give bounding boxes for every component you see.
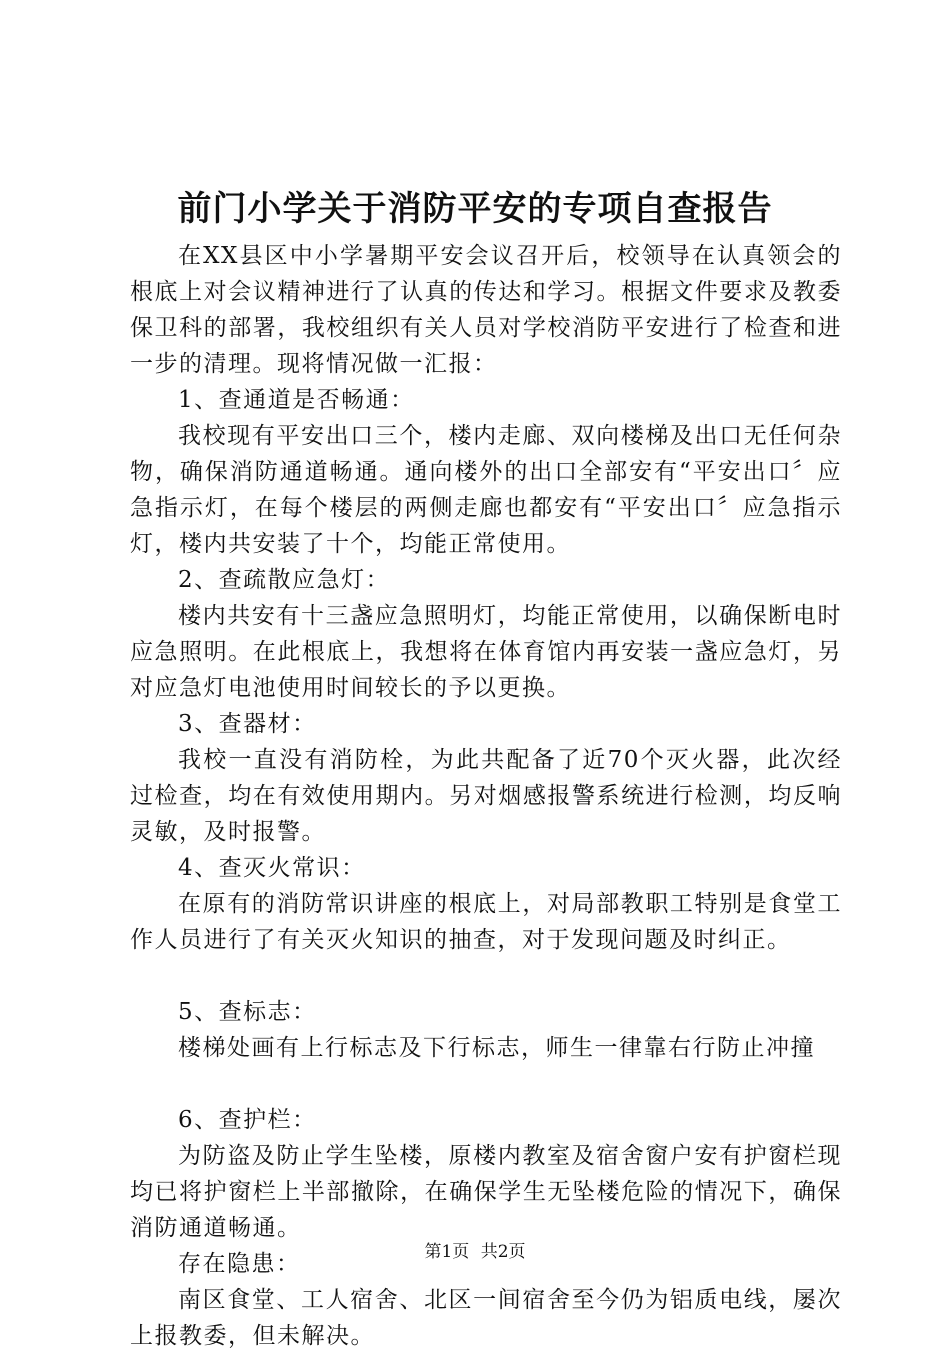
section-paragraph-2: 楼内共安有十三盏应急照明灯，均能正常使用，以确保断电时应急照明。在此根底上，我想将在体育馆内再安装一盏应急灯，另对应急灯电池使用时间较长的予以更换。 <box>130 603 842 701</box>
document-title: 前门小学关于消防平安的专项自查报告 <box>177 189 773 229</box>
section-heading-5: 5、查标志： <box>178 999 317 1025</box>
section-paragraph-3: 我校一直没有消防栓，为此共配备了近70个灭火器，此次经过检查，均在有效使用期内。另对烟感报警系统进行检测，均反响灵敏，及时报警。 <box>130 747 842 845</box>
section-heading-1: 1、查通道是否畅通： <box>178 387 415 413</box>
page-footer <box>0 1240 950 1264</box>
section-paragraph-5: 楼梯处画有上行标志及下行标志，师生一律靠右行防止冲撞 <box>178 1035 815 1061</box>
section-paragraph-4: 在原有的消防常识讲座的根底上，对局部教职工特别是食堂工作人员进行了有关灭火知识的抽查，对于发现问题及时纠正。 <box>130 891 842 953</box>
section-paragraph-6: 为防盗及防止学生坠楼，原楼内教室及宿舍窗户安有护窗栏现均已将护窗栏上半部撤除，在确保学生无坠楼危险的情况下，确保消防通道畅通。 <box>130 1143 842 1241</box>
document-body <box>130 238 842 1354</box>
section-paragraph-hazards: 南区食堂、工人宿舍、北区一间宿舍至今仍为铝质电线，屡次上报教委，但未解决。 <box>130 1287 842 1349</box>
section-heading-4: 4、查灭火常识： <box>178 855 366 881</box>
intro-paragraph: 在XX县区中小学暑期平安会议召开后，校领导在认真领会的根底上对会议精神进行了认真的传达和学习。根据文件要求及教委保卫科的部署，我校组织有关人员对学校消防平安进行了检查和进一步的清理。现将情况做一汇报： <box>130 243 842 377</box>
section-paragraph-1: 我校现有平安出口三个，楼内走廊、双向楼梯及出口无任何杂物，确保消防通道畅通。通向楼外的出口全部安有“平安出口〞应急指示灯，在每个楼层的两侧走廊也都安有“平安出口〞应急指示灯，楼内共安装了十个，均能正常使用。 <box>130 423 842 557</box>
section-heading-3: 3、查器材： <box>178 711 317 737</box>
section-heading-6: 6、查护栏： <box>178 1107 317 1133</box>
section-heading-hazards: 存在隐患： <box>178 1251 301 1277</box>
section-heading-2: 2、查疏散应急灯： <box>178 567 391 593</box>
page-total: 共2页 <box>480 1242 526 1262</box>
page-number: 第1页 <box>424 1242 470 1262</box>
